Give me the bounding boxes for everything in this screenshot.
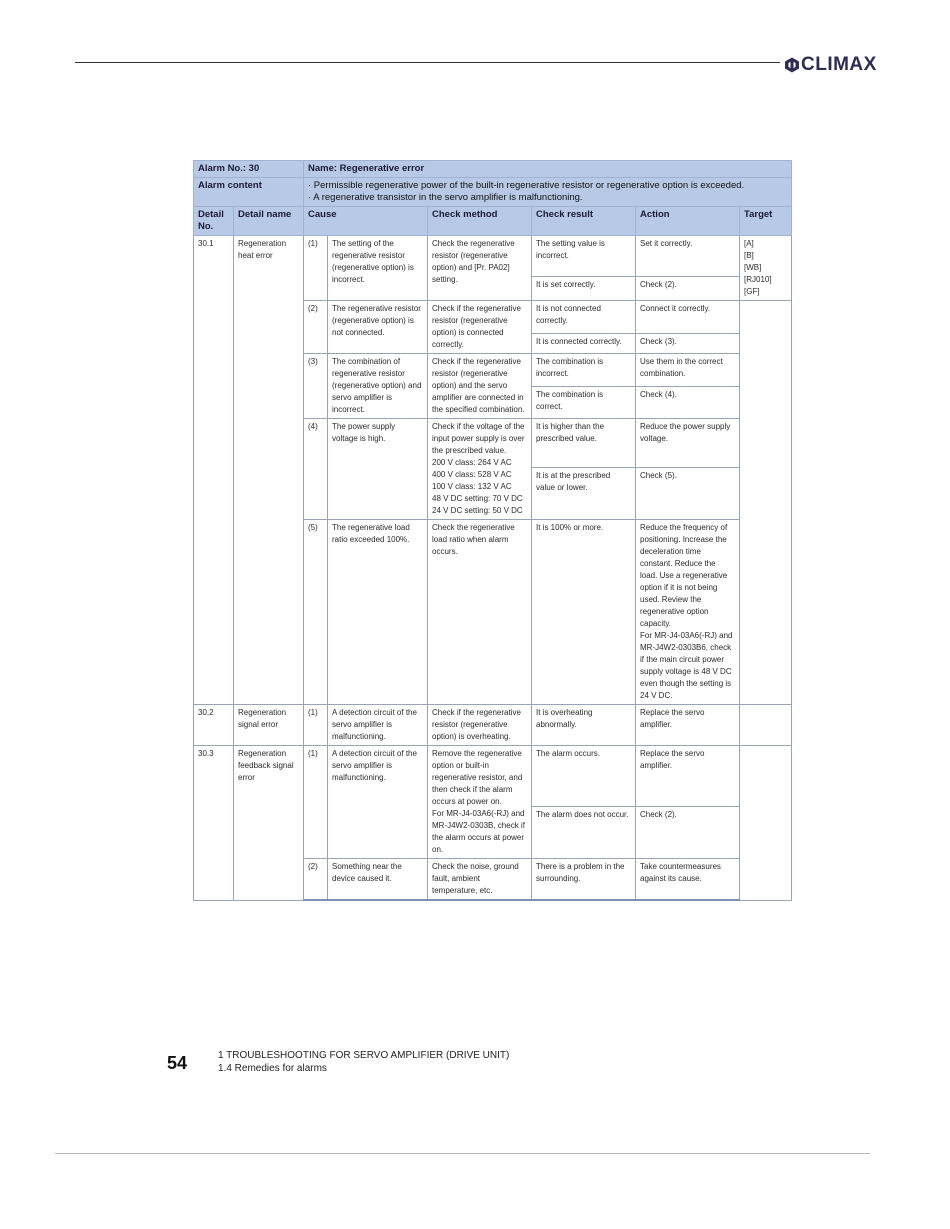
cause-no: (3) bbox=[304, 354, 328, 419]
check-result: It is at the prescribed value or lower. bbox=[532, 468, 636, 520]
check-result: It is set correctly. bbox=[532, 276, 636, 300]
alarm-content-row bbox=[194, 178, 792, 207]
check-result: It is connected correctly. bbox=[532, 334, 636, 354]
detail-no: 30.1 bbox=[194, 236, 234, 705]
cause-no: (4) bbox=[304, 419, 328, 520]
column-header-row bbox=[194, 207, 792, 236]
check-method: Check the regenerative resistor (regenerative option) and [Pr. PA02] setting. bbox=[428, 236, 532, 301]
cause-no: (1) bbox=[304, 236, 328, 301]
action: Connect it correctly. bbox=[636, 301, 740, 334]
col-check-result: Check result bbox=[532, 207, 636, 236]
col-detail-no: Detail No. bbox=[194, 207, 234, 236]
cause-no: (2) bbox=[304, 301, 328, 354]
target-empty bbox=[740, 301, 792, 705]
cause-no: (5) bbox=[304, 520, 328, 705]
climax-logo bbox=[784, 54, 877, 76]
climax-mark-icon bbox=[784, 57, 800, 73]
cause-no: (1) bbox=[304, 705, 328, 746]
check-method: Check if the voltage of the input power supply is over the prescribed value. 200 V class: 264 V AC 400 V class: 528 V AC 100 V class: 132 V AC 48 V DC setting: 70 V DC 24 V DC setting: 50 V DC bbox=[428, 419, 532, 520]
action: Replace the servo amplifier. bbox=[636, 746, 740, 807]
check-method: Check if the regenerative resistor (regenerative option) is connected correctly. bbox=[428, 301, 532, 354]
section-title: 1.4 Remedies for alarms bbox=[218, 1063, 327, 1074]
check-method: Check the noise, ground fault, ambient temperature, etc. bbox=[428, 859, 532, 901]
action: Reduce the frequency of positioning. Increase the deceleration time constant. Reduce the load. Use a regenerative option if it is not being used. Review the regenerative option capacity. For MR-J4-03A6(-RJ) and MR-J4W2-0303B6, check if the main circuit power supply voltage is 48 V DC even though the setting is 24 V DC. bbox=[636, 520, 740, 705]
footer-rule bbox=[55, 1153, 870, 1154]
check-result: The alarm does not occur. bbox=[532, 807, 636, 859]
target-empty bbox=[740, 705, 792, 746]
cause-text: A detection circuit of the servo amplifier is malfunctioning. bbox=[328, 705, 428, 746]
alarm-no: Alarm No.: 30 bbox=[194, 161, 304, 178]
cause-text: The combination of regenerative resistor (regenerative option) and servo amplifier is incorrect. bbox=[328, 354, 428, 419]
check-result: It is overheating abnormally. bbox=[532, 705, 636, 746]
alarm-content-text bbox=[304, 178, 792, 207]
col-detail-name: Detail name bbox=[234, 207, 304, 236]
cause-no: (1) bbox=[304, 746, 328, 859]
table-row bbox=[194, 746, 792, 807]
check-method: Check if the regenerative resistor (regenerative option) and the servo amplifier are connected in the specified combination. bbox=[428, 354, 532, 419]
action: Replace the servo amplifier. bbox=[636, 705, 740, 746]
cause-text: The power supply voltage is high. bbox=[328, 419, 428, 520]
detail-name: Regeneration feedback signal error bbox=[234, 746, 304, 901]
col-target: Target bbox=[740, 207, 792, 236]
table-row bbox=[194, 705, 792, 746]
alarm-content-label: Alarm content bbox=[194, 178, 304, 207]
cause-text: The setting of the regenerative resistor (regenerative option) is incorrect. bbox=[328, 236, 428, 301]
check-result: The combination is incorrect. bbox=[532, 354, 636, 387]
action: Check (3). bbox=[636, 334, 740, 354]
action: Check (2). bbox=[636, 276, 740, 300]
detail-no: 30.3 bbox=[194, 746, 234, 901]
target: [A] [B] [WB] [RJ010] [GF] bbox=[740, 236, 792, 301]
target-empty bbox=[740, 746, 792, 901]
alarm-no-row bbox=[194, 161, 792, 178]
alarm-table bbox=[193, 160, 792, 901]
col-check-method: Check method bbox=[428, 207, 532, 236]
check-result: The alarm occurs. bbox=[532, 746, 636, 807]
action: Set it correctly. bbox=[636, 236, 740, 277]
col-cause: Cause bbox=[304, 207, 428, 236]
action: Reduce the power supply voltage. bbox=[636, 419, 740, 468]
detail-no: 30.2 bbox=[194, 705, 234, 746]
action: Use them in the correct combination. bbox=[636, 354, 740, 387]
logo-text: CLIMAX bbox=[801, 54, 877, 75]
action: Check (5). bbox=[636, 468, 740, 520]
check-method: Remove the regenerative option or built-in regenerative resistor, and then check if the alarm occurs at power on. For MR-J4-03A6(-RJ) and MR-J4W2-0303B, check if the alarm occurs at power on. bbox=[428, 746, 532, 859]
detail-name: Regeneration signal error bbox=[234, 705, 304, 746]
check-result: There is a problem in the surrounding. bbox=[532, 859, 636, 901]
alarm-name: Name: Regenerative error bbox=[304, 161, 792, 178]
cause-no: (2) bbox=[304, 859, 328, 901]
chapter-title: 1 TROUBLESHOOTING FOR SERVO AMPLIFIER (DRIVE UNIT) bbox=[218, 1050, 510, 1061]
action: Check (4). bbox=[636, 387, 740, 419]
check-method: Check if the regenerative resistor (regenerative option) is overheating. bbox=[428, 705, 532, 746]
check-result: The setting value is incorrect. bbox=[532, 236, 636, 277]
action: Check (2). bbox=[636, 807, 740, 859]
check-result: It is higher than the prescribed value. bbox=[532, 419, 636, 468]
page-number: 54 bbox=[167, 1053, 188, 1073]
alarm-content-line: · Permissible regenerative power of the built-in regenerative resistor or regenerative option is exceeded. bbox=[308, 180, 745, 191]
detail-name: Regeneration heat error bbox=[234, 236, 304, 705]
cause-text: Something near the device caused it. bbox=[328, 859, 428, 901]
alarm-content-line: · A regenerative transistor in the servo amplifier is malfunctioning. bbox=[308, 192, 583, 203]
check-method: Check the regenerative load ratio when alarm occurs. bbox=[428, 520, 532, 705]
table-row bbox=[194, 236, 792, 277]
cause-text: The regenerative resistor (regenerative option) is not connected. bbox=[328, 301, 428, 354]
check-result: The combination is correct. bbox=[532, 387, 636, 419]
cause-text: A detection circuit of the servo amplifier is malfunctioning. bbox=[328, 746, 428, 859]
check-result: It is not connected correctly. bbox=[532, 301, 636, 334]
action: Take countermeasures against its cause. bbox=[636, 859, 740, 901]
col-action: Action bbox=[636, 207, 740, 236]
check-result: It is 100% or more. bbox=[532, 520, 636, 705]
cause-text: The regenerative load ratio exceeded 100%. bbox=[328, 520, 428, 705]
header-rule bbox=[75, 62, 780, 63]
